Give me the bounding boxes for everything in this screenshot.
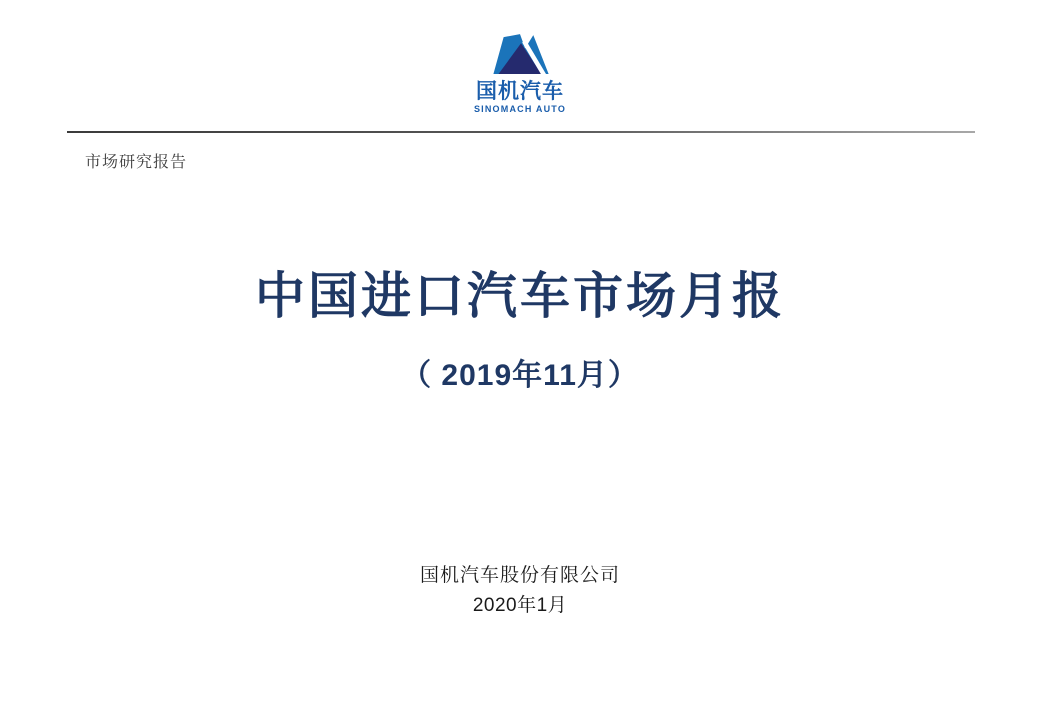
publication-date: 2020年1月 xyxy=(472,595,568,616)
sinomach-mountain-icon xyxy=(491,30,549,75)
company-logo xyxy=(390,30,650,115)
report-title: 中国进口汽车市场月报 xyxy=(255,268,785,324)
publisher-company-name: 国机汽车股份有限公司 xyxy=(419,565,620,586)
logo-company-name-cn: 国机汽车 xyxy=(476,80,564,103)
report-period-subtitle: （ 2019年11月） xyxy=(401,359,639,392)
report-type-label: 市场研究报告 xyxy=(85,154,188,171)
logo-company-name-en: SINOMACH AUTO xyxy=(473,104,567,115)
header-divider-rule xyxy=(67,131,975,133)
